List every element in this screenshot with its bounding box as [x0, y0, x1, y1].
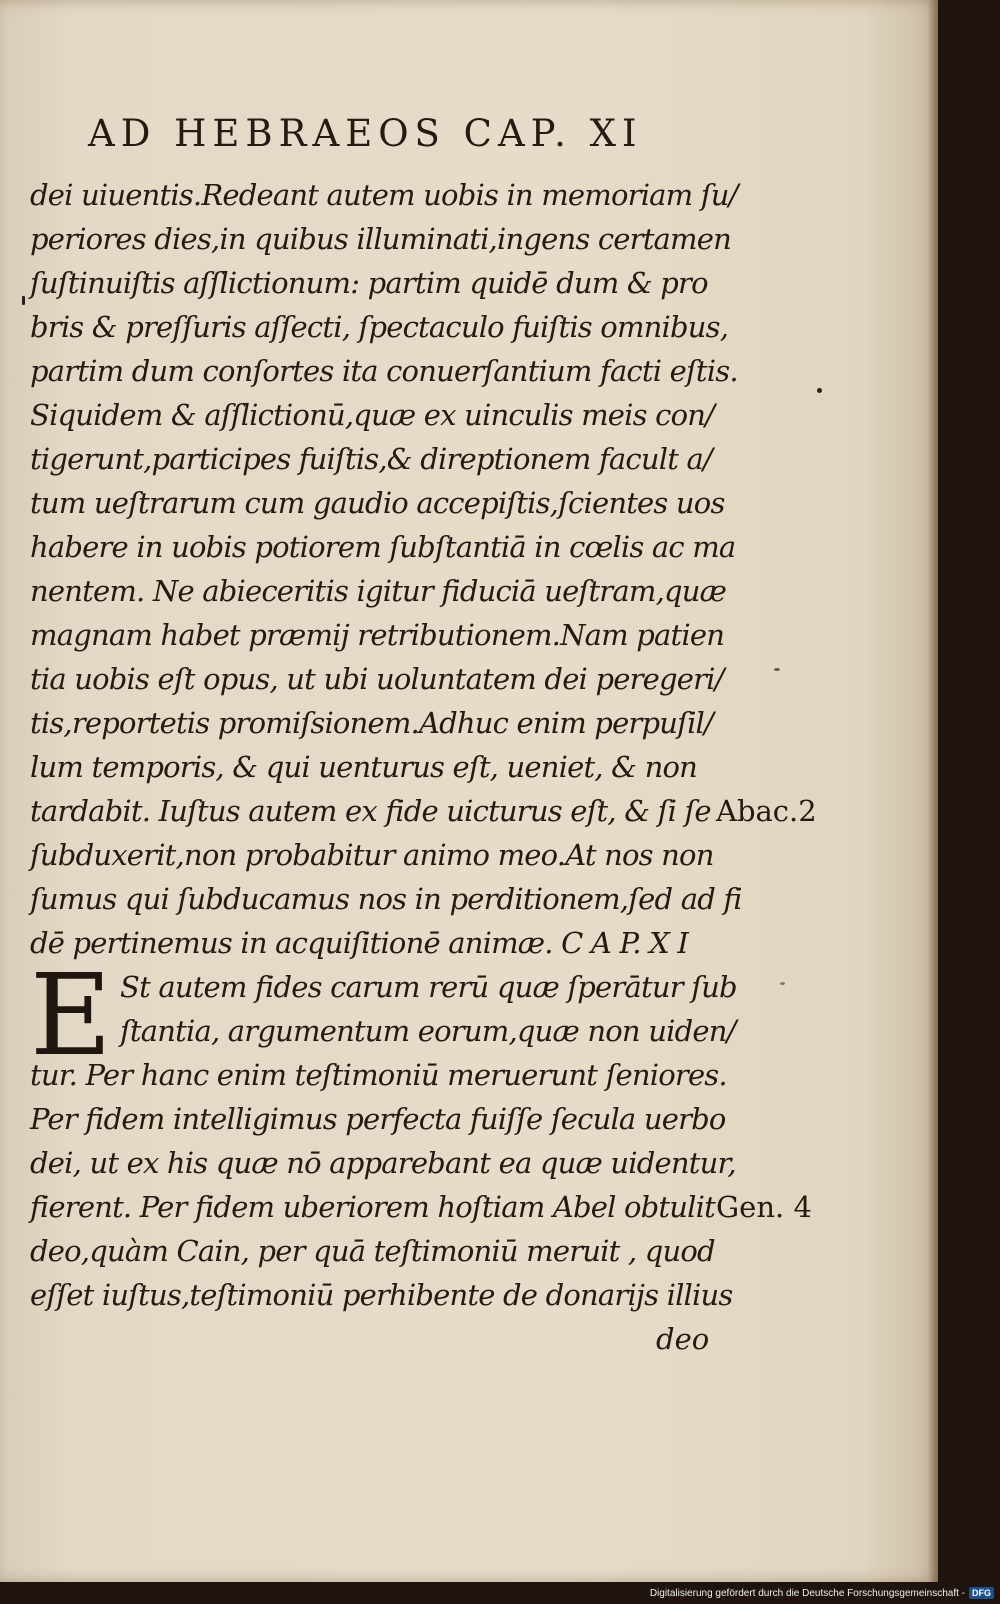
text-line: magnam habet præmij retributionem.Nam patien	[30, 618, 725, 652]
running-head: AD HEBRAEOS CAP. XI	[88, 112, 643, 155]
text-line: tis,reportetis promiſsionem.Adhuc enim perpuſil/	[30, 706, 713, 740]
margin-note-gen: Gen. 4	[716, 1190, 812, 1224]
text-line: ſuſtinuiſtis aſſlictionum: partim quidē dum & pro	[30, 266, 708, 300]
text-line: Siquidem & aſſlictionū,quæ ex uinculis meis con/	[30, 398, 715, 432]
digitization-footer	[650, 1583, 994, 1603]
text-line: tia uobis eſt opus, ut ubi uoluntatem dei peregeri/	[30, 662, 724, 696]
text-line: eſſet iuſtus,teſtimoniū perhibente de donarijs illius	[30, 1278, 733, 1312]
text-line: lum temporis, & qui uenturus eſt, ueniet, & non	[30, 750, 697, 784]
ink-speck	[774, 668, 780, 671]
catchword: deo	[656, 1322, 710, 1356]
text-line: dei, ut ex his quæ nō apparebant ea quæ uidentur,	[30, 1146, 736, 1180]
text-line: Per fidem intelligimus perfecta fuiſſe ſecula uerbo	[30, 1102, 726, 1136]
text-line: St autem fides carum rerū quæ ſperātur ſub	[120, 970, 737, 1004]
text-line: ſumus qui ſubducamus nos in perditionem,ſed ad fi	[30, 882, 742, 916]
text-line: ſtantia, argumentum eorum,quæ non uiden/	[120, 1014, 736, 1048]
text-line: tum ueſtrarum cum gaudio accepiſtis,ſcientes uos	[30, 486, 725, 520]
text-line: deo,quàm Cain, per quā teſtimoniū meruit , quod	[30, 1234, 715, 1268]
margin-note-abac: Abac.2	[716, 794, 817, 828]
text-line: habere in uobis potiorem ſubſtantiā in cœlis ac ma	[30, 530, 736, 564]
text-line: tigerunt,participes fuiſtis,& direptionem facult a/	[30, 442, 712, 476]
footer-text: Digitalisierung gefördert durch die Deutsche Forschungsgemeinschaft -	[649, 1587, 965, 1599]
ink-speck	[817, 388, 822, 393]
ink-speck	[780, 982, 785, 985]
dfg-logo: DFG	[969, 1587, 994, 1599]
text-line: tardabit. Iuſtus autem ex fide uicturus eſt, & ſi ſe	[30, 794, 711, 828]
text-line: bris & preſſuris aſſecti, ſpectaculo fuiſtis omnibus,	[30, 310, 729, 344]
text-line: partim dum conſortes ita conuerſantium facti eſtis.	[30, 354, 738, 388]
text-line: dei uiuentis.Redeant autem uobis in memoriam ſu/	[30, 178, 738, 212]
decorated-initial: E	[30, 951, 112, 1081]
text-line: periores dies,in quibus illuminati,ingens certamen	[30, 222, 731, 256]
ink-speck	[22, 296, 25, 305]
text-line: ſubduxerit,non probabitur animo meo.At nos non	[30, 838, 714, 872]
text-line: tur. Per hanc enim teſtimoniū meruerunt ſeniores.	[30, 1058, 727, 1092]
chapter-heading-line: dē pertinemus in acquiſitionē animæ. C A P. X I	[30, 926, 689, 960]
text-line: nentem. Ne abieceritis igitur fiduciā ueſtram,quæ	[30, 574, 727, 608]
text-line: fierent. Per fidem uberiorem hoſtiam Abel obtulit	[30, 1190, 715, 1224]
